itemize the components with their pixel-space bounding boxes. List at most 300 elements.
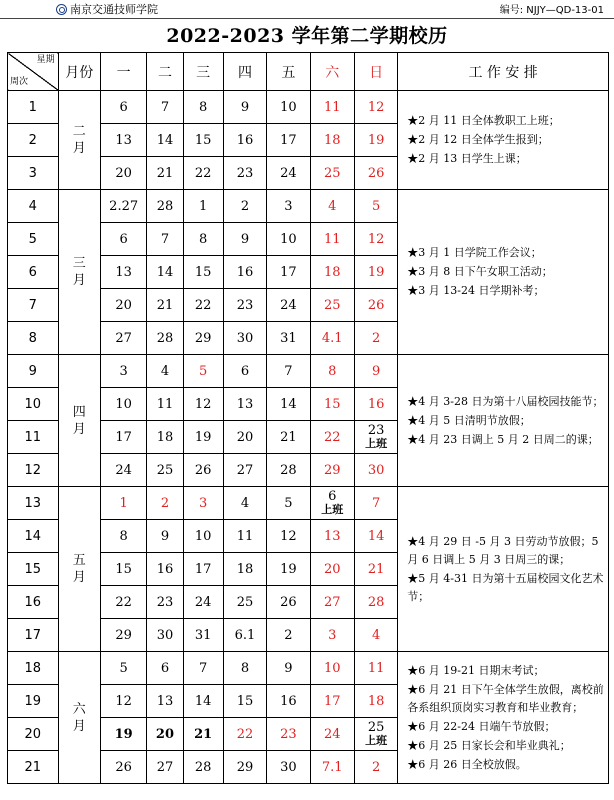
day-cell [354, 421, 397, 454]
day-number: 21 [194, 726, 213, 742]
day-number: 30 [280, 759, 297, 775]
day-cell [147, 256, 183, 289]
day-cell [147, 553, 183, 586]
day-cell [147, 91, 183, 124]
day-cell [100, 190, 146, 223]
day-number: 16 [280, 693, 297, 709]
arrangement-item: ★3 月 8 日下午女职工活动； [407, 265, 553, 278]
week-number: 14 [8, 520, 59, 553]
day-cell [310, 91, 354, 124]
week-number: 5 [8, 223, 59, 256]
day-number: 28 [156, 198, 174, 214]
day-cell [310, 190, 354, 223]
week-number: 4 [8, 190, 59, 223]
day-cell [267, 553, 310, 586]
day-number: 5 [119, 660, 128, 676]
day-cell [354, 520, 397, 553]
arrangement-item: ★4 月 29 日 -5 月 3 日劳动节放假；5 月 6 日调上 5 月 3 日周三的课； [407, 534, 599, 566]
day-cell [267, 355, 310, 388]
day-cell [100, 157, 146, 190]
day-cell [147, 520, 183, 553]
day-cell [183, 190, 223, 223]
week-number: 16 [8, 586, 59, 619]
day-cell [147, 586, 183, 619]
day-cell [100, 487, 146, 520]
day-number: 23 [280, 726, 297, 742]
day-number: 22 [194, 165, 212, 181]
day-cell [183, 619, 223, 652]
day-number: 13 [115, 132, 132, 148]
day-number: 17 [115, 429, 132, 445]
day-number: 21 [367, 561, 385, 577]
day-cell [354, 157, 397, 190]
day-cell [267, 454, 310, 487]
day-number: 10 [280, 99, 297, 115]
day-cell [100, 553, 146, 586]
day-number: 4 [371, 627, 381, 643]
week-number: 17 [8, 619, 59, 652]
day-cell [100, 619, 146, 652]
day-number: 15 [323, 396, 341, 412]
week-number: 12 [8, 454, 59, 487]
day-number: 17 [323, 693, 341, 709]
arrangement-item: ★6 月 22-24 日端午节放假； [407, 719, 556, 733]
month-header: 月份 [58, 53, 100, 91]
day-cell [354, 454, 397, 487]
day-number: 23 [236, 165, 254, 181]
day-number: 10 [280, 231, 297, 247]
day-number: 11 [367, 660, 385, 676]
day-number: 5 [199, 363, 208, 379]
day-number: 26 [280, 594, 297, 610]
weekday-header: 六 [310, 53, 354, 91]
day-number: 12 [194, 396, 212, 412]
day-cell [147, 289, 183, 322]
day-cell [223, 751, 266, 784]
day-number: 17 [194, 561, 212, 577]
workday-badge: 上班 [365, 437, 388, 450]
day-number: 9 [240, 99, 250, 115]
day-number: 24 [115, 462, 132, 478]
week-row [8, 355, 609, 388]
day-number: 21 [156, 165, 174, 181]
day-number: 19 [367, 264, 385, 280]
day-cell [223, 520, 266, 553]
day-cell [267, 652, 310, 685]
day-number: 27 [236, 462, 254, 478]
day-number: 20 [236, 429, 254, 445]
day-number: 16 [156, 561, 174, 577]
day-number: 19 [367, 132, 385, 148]
week-number: 7 [8, 289, 59, 322]
week-row [8, 487, 609, 520]
day-cell [267, 256, 310, 289]
day-cell [310, 685, 354, 718]
day-cell [267, 91, 310, 124]
day-cell [267, 619, 310, 652]
day-number: 15 [194, 132, 212, 148]
day-cell [310, 157, 354, 190]
day-cell [100, 652, 146, 685]
day-number: 21 [156, 297, 174, 313]
day-number: 23 [156, 594, 174, 610]
day-cell [147, 751, 183, 784]
day-cell [100, 454, 146, 487]
day-number: 27 [115, 330, 132, 346]
day-cell [147, 652, 183, 685]
day-cell [183, 520, 223, 553]
day-number: 1 [199, 198, 208, 214]
arrangement-item: ★4 月 5 日清明节放假； [407, 413, 531, 427]
day-cell [183, 124, 223, 157]
day-cell [223, 553, 266, 586]
day-number: 8 [199, 99, 208, 115]
day-number: 20 [115, 165, 132, 181]
day-number: 9 [284, 660, 293, 676]
day-cell [183, 487, 223, 520]
day-cell [354, 223, 397, 256]
week-number: 20 [8, 718, 59, 751]
day-number: 22 [323, 429, 341, 445]
day-cell [310, 652, 354, 685]
day-cell [183, 355, 223, 388]
day-cell [310, 487, 354, 520]
day-cell [310, 586, 354, 619]
day-cell [267, 124, 310, 157]
day-number: 22 [236, 726, 254, 742]
day-cell [183, 454, 223, 487]
day-number: 18 [367, 693, 385, 709]
day-cell [183, 289, 223, 322]
day-cell [223, 388, 266, 421]
corner-weekday-label: 星期 [36, 55, 55, 65]
day-number: 14 [280, 396, 297, 412]
day-cell [354, 256, 397, 289]
workday-badge: 上班 [365, 734, 388, 747]
day-number: 17 [280, 264, 297, 280]
day-cell [183, 322, 223, 355]
day-cell [147, 355, 183, 388]
day-cell [354, 553, 397, 586]
day-cell [147, 157, 183, 190]
day-number: 7 [371, 495, 381, 511]
day-number: 3 [328, 627, 337, 643]
notes-header: 工 作 安 排 [398, 53, 609, 91]
day-cell [100, 289, 146, 322]
weekday-header: 日 [354, 53, 397, 91]
day-cell [354, 619, 397, 652]
week-number: 18 [8, 652, 59, 685]
day-cell [267, 520, 310, 553]
day-number: 4 [160, 363, 170, 379]
day-cell [223, 223, 266, 256]
day-number: 13 [156, 693, 174, 709]
day-number: 13 [236, 396, 254, 412]
day-number: 24 [194, 594, 212, 610]
day-number: 6 [328, 489, 337, 504]
corner-header [8, 53, 59, 91]
day-cell [183, 157, 223, 190]
day-number: 1 [119, 495, 128, 511]
day-number: 23 [236, 297, 254, 313]
week-number: 15 [8, 553, 59, 586]
day-number: 10 [194, 528, 212, 544]
day-number: 22 [194, 297, 212, 313]
day-number: 18 [236, 561, 254, 577]
day-cell [267, 289, 310, 322]
school-name: 南京交通技师学院 [56, 1, 158, 17]
day-cell [223, 124, 266, 157]
day-cell [223, 289, 266, 322]
day-number: 31 [280, 330, 297, 346]
day-cell [100, 388, 146, 421]
day-number: 6 [119, 99, 128, 115]
day-cell [183, 223, 223, 256]
day-number: 4.1 [321, 330, 343, 346]
day-cell [147, 124, 183, 157]
day-cell [147, 487, 183, 520]
arrangement-item: ★6 月 19-21 日期末考试； [407, 663, 545, 677]
day-number: 12 [115, 693, 132, 709]
day-number: 20 [323, 561, 341, 577]
day-number: 11 [323, 99, 341, 115]
day-number: 26 [367, 165, 385, 181]
week-number: 1 [8, 91, 59, 124]
day-cell [183, 256, 223, 289]
day-cell [310, 751, 354, 784]
day-cell [310, 355, 354, 388]
day-number: 3 [284, 198, 293, 214]
arrangement-item: ★2 月 12 日全体学生报到； [407, 133, 549, 146]
day-number: 24 [280, 297, 297, 313]
day-number: 16 [236, 132, 254, 148]
work-arrangement [398, 487, 609, 652]
day-cell [267, 718, 310, 751]
day-number: 18 [323, 132, 341, 148]
day-number: 6 [160, 660, 170, 676]
day-number: 2 [371, 330, 381, 346]
day-number: 31 [194, 627, 212, 643]
day-number: 15 [115, 561, 132, 577]
day-number: 27 [156, 759, 174, 775]
day-cell [223, 487, 266, 520]
day-number: 12 [280, 528, 297, 544]
day-cell [310, 223, 354, 256]
day-number: 12 [367, 99, 385, 115]
arrangement-item: ★2 月 13 日学生上课； [407, 152, 527, 165]
weekday-header: 一 [100, 53, 146, 91]
day-number: 12 [367, 231, 385, 247]
calendar-table [7, 52, 609, 784]
day-number: 9 [240, 231, 250, 247]
day-cell [223, 256, 266, 289]
day-cell [223, 157, 266, 190]
week-number: 3 [8, 157, 59, 190]
day-cell [354, 91, 397, 124]
day-number: 21 [280, 429, 297, 445]
weekday-header: 二 [147, 53, 183, 91]
day-cell [147, 619, 183, 652]
day-number: 25 [156, 462, 174, 478]
arrangement-item: ★4 月 23 日调上 5 月 2 日周二的课； [407, 432, 599, 446]
day-number: 27 [323, 594, 341, 610]
day-cell [183, 685, 223, 718]
day-number: 5 [284, 495, 293, 511]
day-cell [310, 454, 354, 487]
day-cell [223, 421, 266, 454]
day-cell [183, 586, 223, 619]
day-number: 24 [280, 165, 297, 181]
day-cell [100, 91, 146, 124]
day-number: 23 [367, 423, 385, 438]
day-number: 13 [115, 264, 132, 280]
work-arrangement [398, 652, 609, 784]
day-cell [267, 586, 310, 619]
document-code: 编号: NJJY—QD-13-01 [499, 5, 604, 16]
weekday-header: 五 [267, 53, 310, 91]
day-number: 7 [284, 363, 293, 379]
day-cell [354, 586, 397, 619]
day-cell [223, 685, 266, 718]
day-cell [223, 454, 266, 487]
day-number: 25 [367, 720, 385, 735]
day-cell [100, 751, 146, 784]
week-number: 2 [8, 124, 59, 157]
day-cell [354, 124, 397, 157]
day-number: 2.27 [109, 198, 139, 214]
day-number: 24 [323, 726, 341, 742]
day-number: 4 [240, 495, 250, 511]
day-number: 7 [160, 99, 170, 115]
week-number: 19 [8, 685, 59, 718]
week-number: 8 [8, 322, 59, 355]
day-cell [267, 421, 310, 454]
day-cell [100, 685, 146, 718]
school-logo-icon [56, 4, 67, 15]
day-number: 28 [280, 462, 297, 478]
day-cell [267, 190, 310, 223]
week-number: 21 [8, 751, 59, 784]
day-cell [183, 388, 223, 421]
week-row [8, 652, 609, 685]
work-arrangement [398, 355, 609, 487]
month-label: 四 月 [58, 355, 100, 487]
day-number: 26 [115, 759, 132, 775]
day-number: 30 [236, 330, 254, 346]
day-cell [100, 256, 146, 289]
day-cell [310, 388, 354, 421]
weekday-header: 三 [183, 53, 223, 91]
day-cell [354, 652, 397, 685]
day-cell [147, 223, 183, 256]
day-cell [147, 388, 183, 421]
day-number: 7 [199, 660, 208, 676]
day-cell [310, 619, 354, 652]
arrangement-item: ★4 月 3-28 日为第十八届校园技能节； [407, 394, 604, 408]
month-label: 五 月 [58, 487, 100, 652]
day-cell [354, 685, 397, 718]
day-cell [267, 322, 310, 355]
day-cell [100, 520, 146, 553]
arrangement-item: ★5 月 4-31 日为第十五届校园文化艺术节； [407, 571, 604, 603]
day-number: 14 [194, 693, 212, 709]
day-cell [147, 454, 183, 487]
day-cell [223, 190, 266, 223]
day-cell [147, 718, 183, 751]
day-cell [310, 256, 354, 289]
day-number: 18 [156, 429, 174, 445]
month-label: 三 月 [58, 190, 100, 355]
day-number: 29 [194, 330, 212, 346]
week-row [8, 91, 609, 124]
day-number: 26 [367, 297, 385, 313]
weekday-header: 四 [223, 53, 266, 91]
day-number: 8 [119, 528, 128, 544]
day-cell [147, 322, 183, 355]
day-number: 3 [119, 363, 128, 379]
day-number: 19 [280, 561, 297, 577]
day-number: 29 [115, 627, 132, 643]
day-number: 10 [323, 660, 341, 676]
day-number: 18 [323, 264, 341, 280]
day-number: 8 [199, 231, 208, 247]
day-cell [354, 190, 397, 223]
day-cell [183, 553, 223, 586]
day-number: 25 [236, 594, 254, 610]
day-cell [310, 520, 354, 553]
day-cell [147, 190, 183, 223]
week-number: 9 [8, 355, 59, 388]
day-number: 3 [199, 495, 208, 511]
day-cell [223, 619, 266, 652]
day-cell [354, 289, 397, 322]
day-number: 16 [367, 396, 385, 412]
day-number: 20 [115, 297, 132, 313]
day-cell [310, 718, 354, 751]
day-number: 14 [156, 132, 174, 148]
workday-badge: 上班 [321, 503, 344, 516]
month-label: 六 月 [58, 652, 100, 784]
arrangement-item: ★3 月 13-24 日学期补考； [407, 284, 545, 297]
day-number: 11 [156, 396, 174, 412]
corner-week-label: 周次 [10, 77, 29, 87]
day-number: 4 [328, 198, 337, 214]
day-cell [147, 421, 183, 454]
day-number: 2 [160, 495, 170, 511]
day-cell [267, 223, 310, 256]
day-number: 9 [371, 363, 381, 379]
day-number: 25 [323, 165, 341, 181]
day-number: 5 [371, 198, 381, 214]
day-cell [267, 685, 310, 718]
work-arrangement [398, 91, 609, 190]
day-number: 14 [367, 528, 385, 544]
day-cell [223, 652, 266, 685]
day-cell [100, 718, 146, 751]
day-number: 20 [155, 726, 174, 742]
day-number: 8 [240, 660, 250, 676]
day-cell [223, 91, 266, 124]
day-number: 10 [115, 396, 132, 412]
day-cell [223, 355, 266, 388]
day-number: 9 [160, 528, 170, 544]
day-number: 15 [236, 693, 254, 709]
day-number: 25 [323, 297, 341, 313]
arrangement-item: ★2 月 11 日全体教职工上班； [407, 114, 560, 127]
day-number: 29 [323, 462, 341, 478]
day-cell [267, 751, 310, 784]
arrangement-item: ★3 月 1 日学院工作会议； [407, 246, 542, 259]
